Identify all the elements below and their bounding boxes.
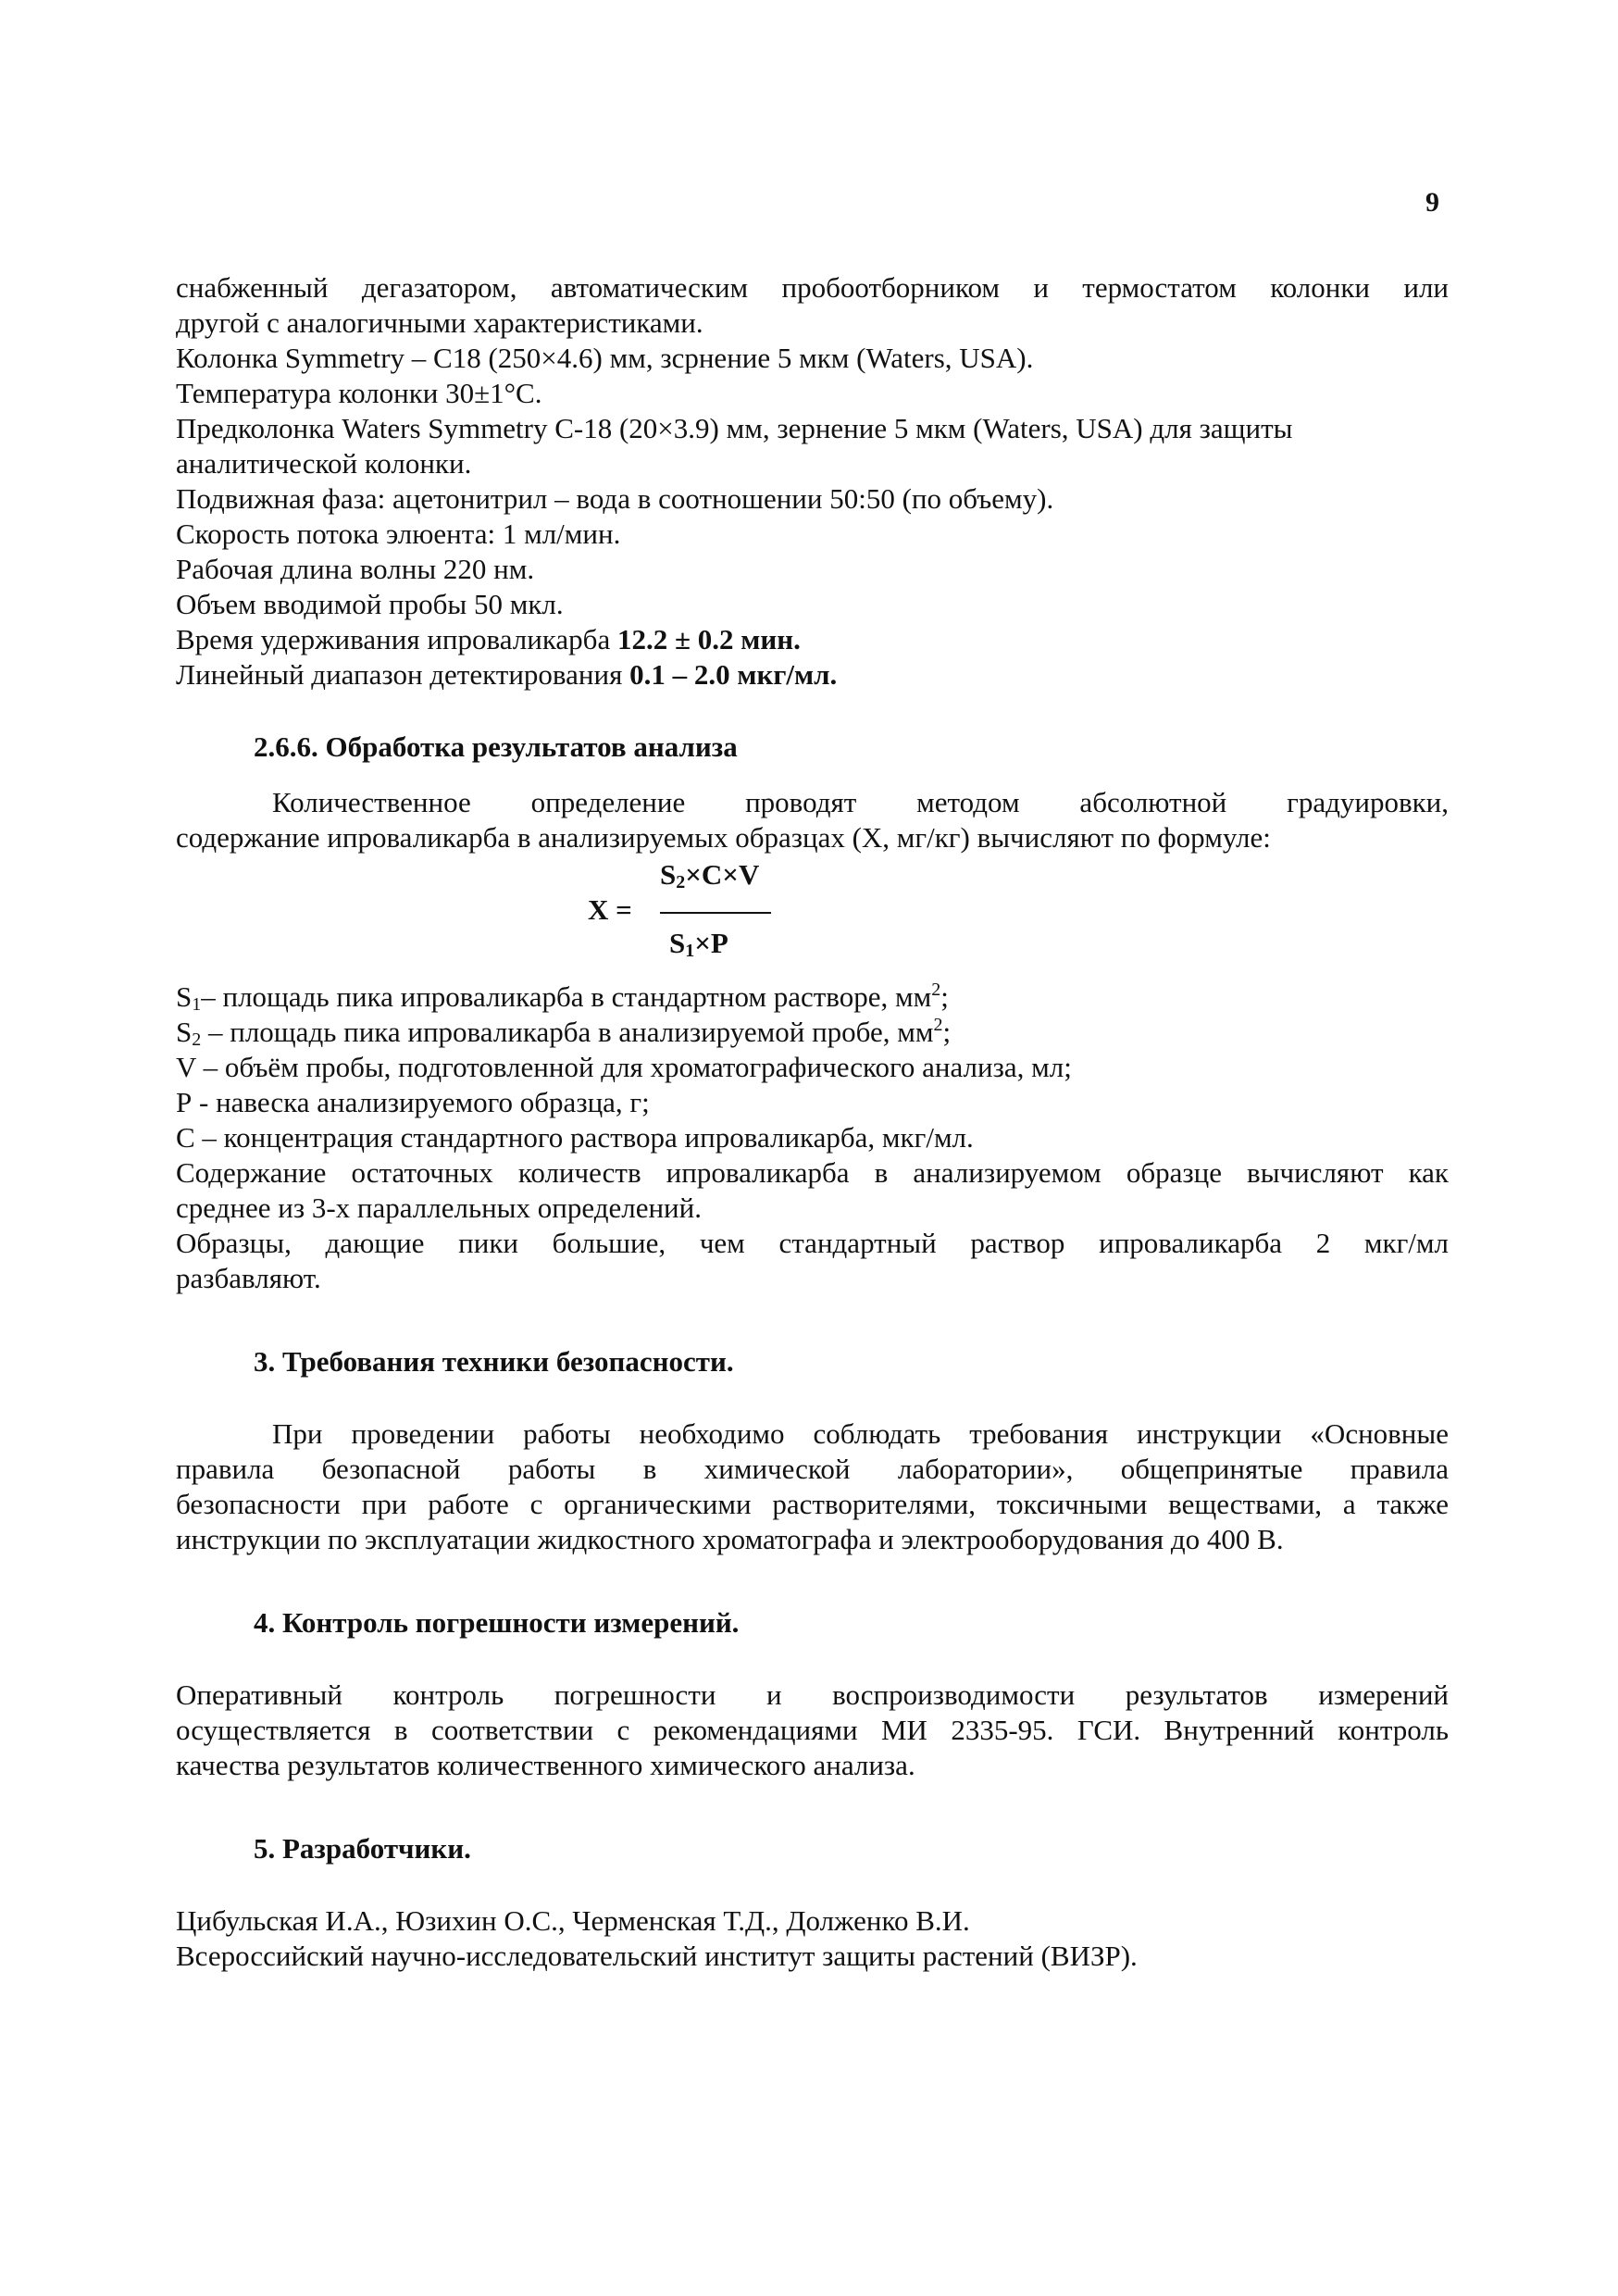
formula-den-symbol: S xyxy=(669,927,686,959)
section-3-line-4: инструкции по эксплуатации жидкостного хроматографа и электрооборудования до 400 В. xyxy=(176,1523,1284,1555)
def-s1-superscript: 2 xyxy=(931,980,941,1000)
column-line: Колонка Symmetry – C18 (250×4.6) мм, зсрнение 5 мкм (Waters, USA). xyxy=(176,342,1034,374)
def-s1-subscript: 1 xyxy=(192,994,202,1015)
retention-time-label: Время удерживания ипроваликарба xyxy=(176,623,617,655)
samples-line-2: разбавляют. xyxy=(176,1262,321,1294)
def-s2-symbol: S xyxy=(176,1016,193,1048)
authors-line: Цибульская И.А., Юзихин О.С., Черменская Т.Д., Долженко В.И. xyxy=(176,1904,970,1937)
retention-time-line xyxy=(176,622,1449,657)
formula-num-rest: ×C×V xyxy=(685,858,760,891)
definition-p: Р - навеска анализируемого образца, г; xyxy=(176,1086,650,1118)
precolumn-line: Предколонка Waters Symmetry C-18 (20×3.9) мм, зернение 5 мкм (Waters, USA) для защиты xyxy=(176,412,1293,444)
section-4-line-1: Оперативный контроль погрешности и воспроизводимости результатов измерений xyxy=(176,1678,1449,1711)
section-4-line-3: качества результатов количественного химического анализа. xyxy=(176,1749,915,1781)
def-s1-symbol: S xyxy=(176,980,193,1013)
section-4-line-2: осуществляется в соответствии с рекомендациями МИ 2335-95. ГСИ. Внутренний контроль xyxy=(176,1714,1449,1746)
section-4-heading: 4. Контроль погрешности измерений. xyxy=(254,1606,740,1639)
formula-fraction-bar xyxy=(660,912,771,914)
formula-numerator xyxy=(660,857,759,892)
section-266-para-line-1: Количественное определение проводят методом абсолютной градуировки, xyxy=(272,786,1449,818)
definition-s1 xyxy=(176,980,1449,1015)
formula-num-symbol: S xyxy=(660,858,677,891)
precolumn-line-2: аналитической колонки. xyxy=(176,447,472,480)
formula-denominator xyxy=(669,926,728,961)
linear-range-label: Линейный диапазон детектирования xyxy=(176,658,630,691)
calculation-formula xyxy=(176,857,1449,959)
page-number: 9 xyxy=(1425,187,1439,218)
content-line-2: среднее из 3-х параллельных определений. xyxy=(176,1192,702,1224)
definition-v: V – объём пробы, подготовленной для хроматографического анализа, мл; xyxy=(176,1051,1072,1083)
mobile-phase-line: Подвижная фаза: ацетонитрил – вода в соотношении 50:50 (по объему). xyxy=(176,482,1054,515)
formula-lhs: X = xyxy=(588,893,632,926)
linear-range-value: 0.1 – 2.0 мкг/мл. xyxy=(629,658,838,691)
definition-c: С – концентрация стандартного раствора ипроваликарба, мкг/мл. xyxy=(176,1121,974,1154)
section-3-line-3: безопасности при работе с органическими растворителями, токсичными веществами, а также xyxy=(176,1488,1449,1520)
def-s2-subscript: 2 xyxy=(192,1029,202,1050)
equipment-line-2: другой с аналогичными характеристиками. xyxy=(176,306,703,339)
formula-den-rest: ×P xyxy=(694,927,728,959)
section-5-heading: 5. Разработчики. xyxy=(254,1832,471,1865)
definition-s2 xyxy=(176,1015,1449,1050)
document-body xyxy=(176,270,1449,1974)
equipment-line-1: снабженный дегазатором, автоматическим пробоотборником и термостатом колонки или xyxy=(176,271,1449,304)
injection-volume-line: Объем вводимой пробы 50 мкл. xyxy=(176,588,564,620)
formula-num-subscript: 2 xyxy=(676,872,686,892)
def-s2-superscript: 2 xyxy=(933,1015,943,1035)
def-s1-text: – площадь пика ипроваликарба в стандартном растворе, мм xyxy=(201,980,932,1013)
retention-time-value: 12.2 ± 0.2 мин. xyxy=(616,623,801,655)
wavelength-line: Рабочая длина волны 220 нм. xyxy=(176,553,535,585)
def-s1-end: ; xyxy=(940,980,949,1013)
linear-range-line xyxy=(176,657,1449,693)
section-3-line-2: правила безопасной работы в химической лаборатории», общепринятые правила xyxy=(176,1453,1449,1485)
content-line-1: Содержание остаточных количеств ипроваликарба в анализируемом образце вычисляют как xyxy=(176,1156,1449,1189)
section-3-line-1: При проведении работы необходимо соблюдать требования инструкции «Основные xyxy=(272,1417,1449,1450)
section-266-heading: 2.6.6. Обработка результатов анализа xyxy=(254,730,738,763)
section-3-heading: 3. Требования техники безопасности. xyxy=(254,1345,734,1378)
def-s2-end: ; xyxy=(942,1016,952,1048)
flow-rate-line: Скорость потока элюента: 1 мл/мин. xyxy=(176,518,621,550)
samples-line-1: Образцы, дающие пики большие, чем стандартный раствор ипроваликарба 2 мкг/мл xyxy=(176,1227,1449,1259)
section-266-para-line-2: содержание ипроваликарба в анализируемых образцах (Х, мг/кг) вычисляют по формуле: xyxy=(176,821,1271,854)
column-temperature-line: Температура колонки 30±1°С. xyxy=(176,377,542,409)
formula-den-subscript: 1 xyxy=(685,941,695,961)
def-s2-text: – площадь пика ипроваликарба в анализируемой пробе, мм xyxy=(201,1016,934,1048)
institute-line: Всероссийский научно-исследовательский институт защиты растений (ВИЗР). xyxy=(176,1940,1138,1972)
